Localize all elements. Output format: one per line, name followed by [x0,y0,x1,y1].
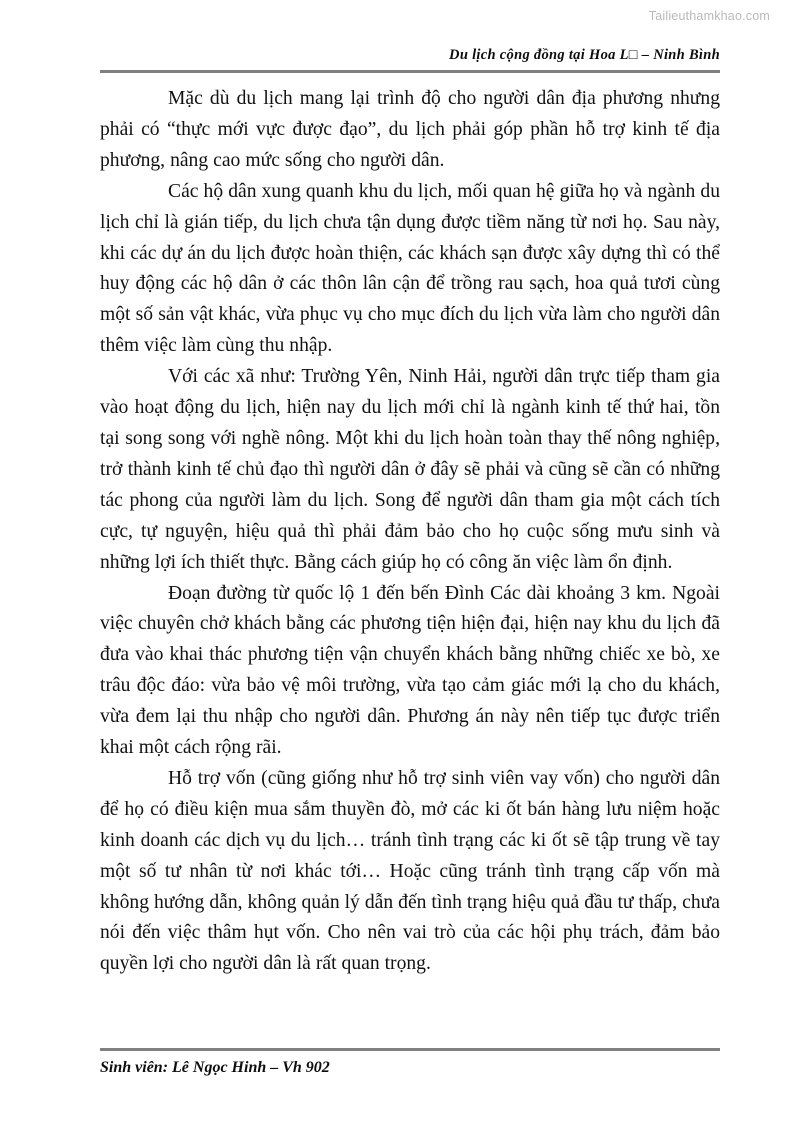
footer-divider [100,1048,720,1051]
running-footer [100,1058,720,1078]
body-paragraph: Đoạn đường từ quốc lộ 1 đến bến Đình Các dài khoảng 3 km. Ngoài việc chuyên chở khách bằng các phương tiện hiện đại, hiện nay khu du lịch đã đưa vào khai thác phương tiện vận chuyển khách bằng những chiếc xe bò, xe trâu độc đáo: vừa bảo vệ môi trường, vừa tạo cảm giác mới lạ cho du khách, vừa đem lại thu nhập cho người dân. Phương án này nên tiếp tục được triển khai một cách rộng rãi. [100,582,720,759]
body-paragraph: Các hộ dân xung quanh khu du lịch, mối quan hệ giữa họ và ngành du lịch chỉ là gián tiếp, du lịch chưa tận dụng được tiềm năng từ nơi họ. Sau này, khi các dự án du lịch được hoàn thiện, các khách sạn được xây dựng thì có thể huy động các hộ dân ở các thôn lân cận để trồng rau sạch, hoa quả tươi cùng một số sản vật khác, vừa phục vụ cho mục đích du lịch vừa làm cho người dân thêm việc làm cùng thu nhập. [100,180,720,357]
site-watermark: Tailieuthamkhao.com [648,9,770,23]
body-paragraph: Mặc dù du lịch mang lại trình độ cho người dân địa phương nhưng phải có “thực mới vực được đạo”, du lịch phải góp phần hỗ trợ kinh tế địa phương, nâng cao mức sống cho người dân. [100,88,720,171]
document-body [100,84,720,980]
header-divider [100,70,720,73]
header-title: Du lịch cộng đồng tại Hoa L□ – Ninh Bình [449,47,720,63]
body-paragraph: Hỗ trợ vốn (cũng giống như hỗ trợ sinh viên vay vốn) cho người dân để họ có điều kiện mua sắm thuyền đò, mở các ki ốt bán hàng lưu niệm hoặc kinh doanh các dịch vụ du lịch… tránh tình trạng các ki ốt sẽ tập trung về tay một số tư nhân từ nơi khác tới… Hoặc cũng tránh tình trạng cấp vốn mà không hướng dẫn, không quản lý dẫn đến tình trạng hiệu quả đầu tư thấp, chưa nói đến việc thâm hụt vốn. Cho nên vai trò của các hội phụ trách, đảm bảo quyền lợi cho người dân là rất quan trọng. [100,767,720,975]
footer-student-line: Sinh viên: Lê Ngọc Hinh – Vh 902 [100,1059,330,1076]
body-paragraph: Với các xã như: Trường Yên, Ninh Hải, người dân trực tiếp tham gia vào hoạt động du lịch, hiện nay du lịch mới chỉ là ngành kinh tế thứ hai, tồn tại song song với nghề nông. Một khi du lịch hoàn toàn thay thế nông nghiệp, trở thành kinh tế chủ đạo thì người dân ở đây sẽ phải và cũng sẽ cần có những tác phong của người làm du lịch. Song để người dân tham gia một cách tích cực, tự nguyện, hiệu quả thì phải đảm bảo cho họ cuộc sống mưu sinh và những lợi ích thiết thực. Bằng cách giúp họ có công ăn việc làm ổn định. [100,366,720,573]
